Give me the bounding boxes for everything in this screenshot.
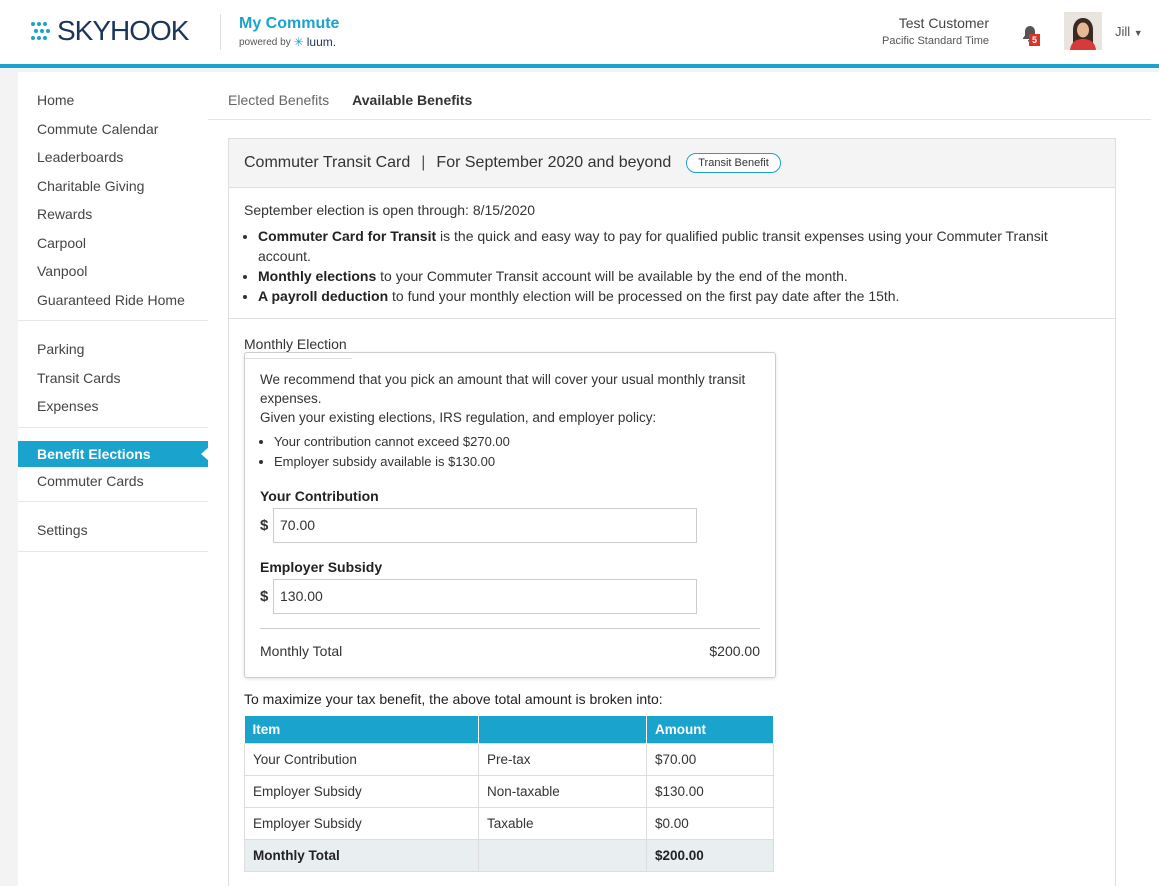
card-subtitle: For September 2020 and beyond: [436, 154, 672, 171]
sidebar-item-home[interactable]: Home: [37, 92, 75, 108]
user-menu-toggle[interactable]: [1115, 24, 1143, 39]
limits-list: [274, 432, 760, 472]
sidebar-group-settings: [18, 502, 208, 552]
table-cell: Employer Subsidy: [245, 807, 479, 839]
column-header: [479, 716, 647, 743]
transit-benefit-tag: Transit Benefit: [686, 153, 781, 173]
contribution-input[interactable]: 70.00: [273, 508, 697, 543]
sidebar-group-parking: [18, 321, 208, 428]
dollar-sign: $: [260, 517, 269, 534]
dollar-sign: $: [260, 588, 269, 605]
table-total-row: [245, 839, 774, 871]
breakdown-table: [244, 716, 774, 872]
monthly-total-row: [260, 628, 760, 659]
benefit-bullets: [244, 226, 1100, 306]
table-cell: Your Contribution: [245, 743, 479, 775]
sidebar-group-benefits: [18, 428, 208, 503]
sidebar-item-rewards[interactable]: Rewards: [37, 206, 93, 222]
monthly-total-label: Monthly Total: [260, 643, 343, 659]
recommend-text: We recommend that you pick an amount that will cover your usual monthly transit expenses.: [260, 372, 746, 406]
list-item: • Employer subsidy available is $130.00: [274, 452, 760, 472]
column-header: Amount: [647, 716, 774, 743]
subsidy-label: Employer Subsidy: [260, 559, 383, 575]
sidebar-item-vanpool[interactable]: Vanpool: [37, 263, 88, 279]
user-short-name: Jill: [1115, 24, 1131, 39]
sidebar-item-guaranteed-ride-home[interactable]: Guaranteed Ride Home: [37, 291, 185, 308]
sidebar-item-charitable-giving[interactable]: Charitable Giving: [37, 177, 145, 194]
contribution-field-row: [260, 508, 760, 543]
table-cell: Non-taxable: [479, 775, 647, 807]
sidebar-group-main: [18, 72, 208, 321]
list-item: • A payroll deduction to fund your monthly election will be processed on the first pay date after the 15th.: [258, 286, 1100, 306]
powered-by-label: powered by: [239, 36, 291, 48]
table-cell: Pre-tax: [479, 743, 647, 775]
sidebar: [18, 72, 208, 886]
sidebar-item-benefit-elections[interactable]: Benefit Elections: [18, 441, 208, 467]
notification-badge: 5: [1029, 34, 1040, 46]
election-open-text: September election is open through: 8/15/2020: [244, 202, 536, 218]
tab-divider: [208, 119, 1151, 120]
user-timezone: Pacific Standard Time: [882, 35, 989, 47]
sidebar-item-carpool[interactable]: Carpool: [37, 234, 87, 251]
sidebar-item-commuter-cards[interactable]: Commuter Cards: [37, 472, 144, 489]
benefit-tabs: [228, 92, 472, 108]
list-item: • Monthly elections to your Commuter Transit account will be available by the end of the month.: [258, 266, 1100, 286]
list-item: • Commuter Card for Transit is the quick and easy way to pay for qualified public transit expenses using your Commuter Transit account.: [258, 226, 1100, 266]
table-cell: Monthly Total: [245, 839, 479, 871]
card-header: [229, 139, 1115, 188]
table-cell: Taxable: [479, 807, 647, 839]
list-item: • Your contribution cannot exceed $270.00: [274, 432, 760, 452]
election-info: [229, 188, 1115, 319]
chevron-down-icon: ▼: [1133, 28, 1143, 38]
sidebar-item-commute-calendar[interactable]: Commute Calendar: [37, 120, 159, 137]
avatar[interactable]: [1064, 12, 1102, 50]
table-cell: $70.00: [647, 743, 774, 775]
luum-icon: ✳: [293, 35, 304, 49]
skyhook-logo[interactable]: [29, 15, 188, 47]
skyhook-logo-icon: [29, 19, 53, 43]
column-header: Item: [245, 716, 479, 743]
breakdown-intro: To maximize your tax benefit, the above total amount is broken into:: [244, 691, 663, 707]
title-separator: |: [421, 154, 426, 171]
table-cell: [479, 839, 647, 871]
table-cell: $0.00: [647, 807, 774, 839]
top-header: [0, 0, 1159, 68]
table-cell: $200.00: [647, 839, 774, 871]
table-header-row: [245, 716, 774, 743]
table-row: [245, 743, 774, 775]
sidebar-item-settings[interactable]: Settings: [37, 522, 88, 538]
table-row: [245, 807, 774, 839]
table-cell: Employer Subsidy: [245, 775, 479, 807]
sidebar-item-leaderboards[interactable]: Leaderboards: [37, 149, 124, 165]
user-name: Test Customer: [898, 15, 989, 31]
brand-name: SKYHOOK: [57, 15, 189, 46]
subsidy-input[interactable]: 130.00: [273, 579, 697, 614]
sidebar-item-expenses[interactable]: Expenses: [37, 398, 99, 414]
contribution-label: Your Contribution: [260, 488, 379, 504]
card-title: Commuter Transit Card: [244, 154, 411, 171]
sidebar-item-transit-cards[interactable]: Transit Cards: [37, 369, 121, 386]
sidebar-item-parking[interactable]: Parking: [37, 341, 85, 357]
table-row: [245, 775, 774, 807]
powered-by: [239, 35, 339, 49]
tab-available-benefits[interactable]: Available Benefits: [352, 92, 473, 108]
tab-elected-benefits[interactable]: Elected Benefits: [228, 92, 330, 108]
main-content: [208, 72, 1159, 886]
table-cell: $130.00: [647, 775, 774, 807]
app-title[interactable]: My Commute: [239, 15, 340, 32]
subsidy-field-row: [260, 579, 760, 614]
monthly-election-heading: Monthly Election: [244, 336, 352, 359]
benefit-card: [228, 138, 1116, 886]
header-divider: [220, 14, 221, 50]
given-text: Given your existing elections, IRS regulation, and employer policy:: [260, 410, 657, 425]
user-info: [882, 15, 989, 47]
partner-name: luum.: [306, 35, 337, 49]
monthly-total-value: $200.00: [709, 643, 760, 659]
app-title-block: [239, 15, 339, 49]
election-form: [244, 352, 776, 678]
